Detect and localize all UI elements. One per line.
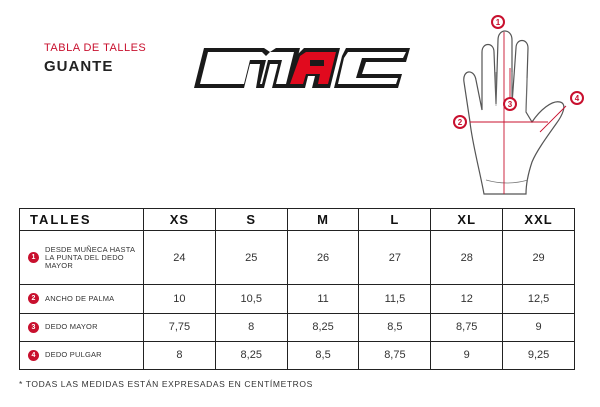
table-cell: 9	[431, 341, 503, 369]
table-cell: 9,25	[503, 341, 575, 369]
measure-label	[20, 313, 144, 341]
marker-1	[492, 16, 504, 28]
talles-header: TALLES	[20, 209, 144, 231]
measure-label-text: DESDE MUÑECA HASTA LA PUNTA DEL DEDO MAYOR	[45, 244, 135, 270]
table-cell: 25	[215, 231, 287, 285]
footnote: * TODAS LAS MEDIDAS ESTÁN EXPRESADAS EN CENTÍMETROS	[19, 379, 313, 389]
table-cell: 28	[431, 231, 503, 285]
table-cell: 8,25	[215, 341, 287, 369]
measure-label	[20, 231, 144, 285]
table-header-row	[20, 209, 575, 231]
table-row	[20, 313, 575, 341]
measure-label	[20, 341, 144, 369]
table-cell: 8,25	[287, 313, 359, 341]
size-header: XS	[144, 209, 216, 231]
marker-3	[504, 98, 516, 110]
page-title: GUANTE	[44, 58, 114, 75]
svg-text:4: 4	[574, 94, 580, 103]
table-cell: 26	[287, 231, 359, 285]
table-cell: 8,5	[287, 341, 359, 369]
size-header: L	[359, 209, 431, 231]
brand-logo	[190, 44, 412, 92]
table-cell: 10	[144, 285, 216, 313]
measure-label-text: DEDO MAYOR	[45, 322, 98, 332]
size-header: XL	[431, 209, 503, 231]
measure-label-text: ANCHO DE PALMA	[45, 293, 115, 303]
table-row	[20, 341, 575, 369]
table-cell: 24	[144, 231, 216, 285]
size-header: M	[287, 209, 359, 231]
marker-2	[454, 116, 466, 128]
svg-text:1: 1	[495, 18, 501, 27]
hand-diagram	[440, 12, 590, 202]
measure-number-badge: 4	[28, 350, 39, 361]
table-cell: 8	[215, 313, 287, 341]
subtitle: TABLA DE TALLES	[44, 42, 147, 54]
table-cell: 11	[287, 285, 359, 313]
marker-4	[571, 92, 583, 104]
table-row	[20, 285, 575, 313]
measure-number-badge: 3	[28, 322, 39, 333]
table-cell: 9	[503, 313, 575, 341]
table-cell: 8,5	[359, 313, 431, 341]
measure-label	[20, 285, 144, 313]
table-cell: 27	[359, 231, 431, 285]
table-cell: 12	[431, 285, 503, 313]
svg-text:2: 2	[457, 118, 463, 127]
measure-number-badge: 1	[28, 252, 39, 263]
table-cell: 29	[503, 231, 575, 285]
table-cell: 8,75	[431, 313, 503, 341]
table-cell: 8,75	[359, 341, 431, 369]
table-row	[20, 231, 575, 285]
svg-text:3: 3	[507, 100, 513, 109]
measure-number-badge: 2	[28, 293, 39, 304]
measure-label-text: DEDO PULGAR	[45, 350, 102, 360]
table-cell: 7,75	[144, 313, 216, 341]
table-cell: 11,5	[359, 285, 431, 313]
table-cell: 12,5	[503, 285, 575, 313]
size-header: XXL	[503, 209, 575, 231]
table-cell: 8	[144, 341, 216, 369]
table-cell: 10,5	[215, 285, 287, 313]
size-table	[19, 208, 575, 370]
size-header: S	[215, 209, 287, 231]
